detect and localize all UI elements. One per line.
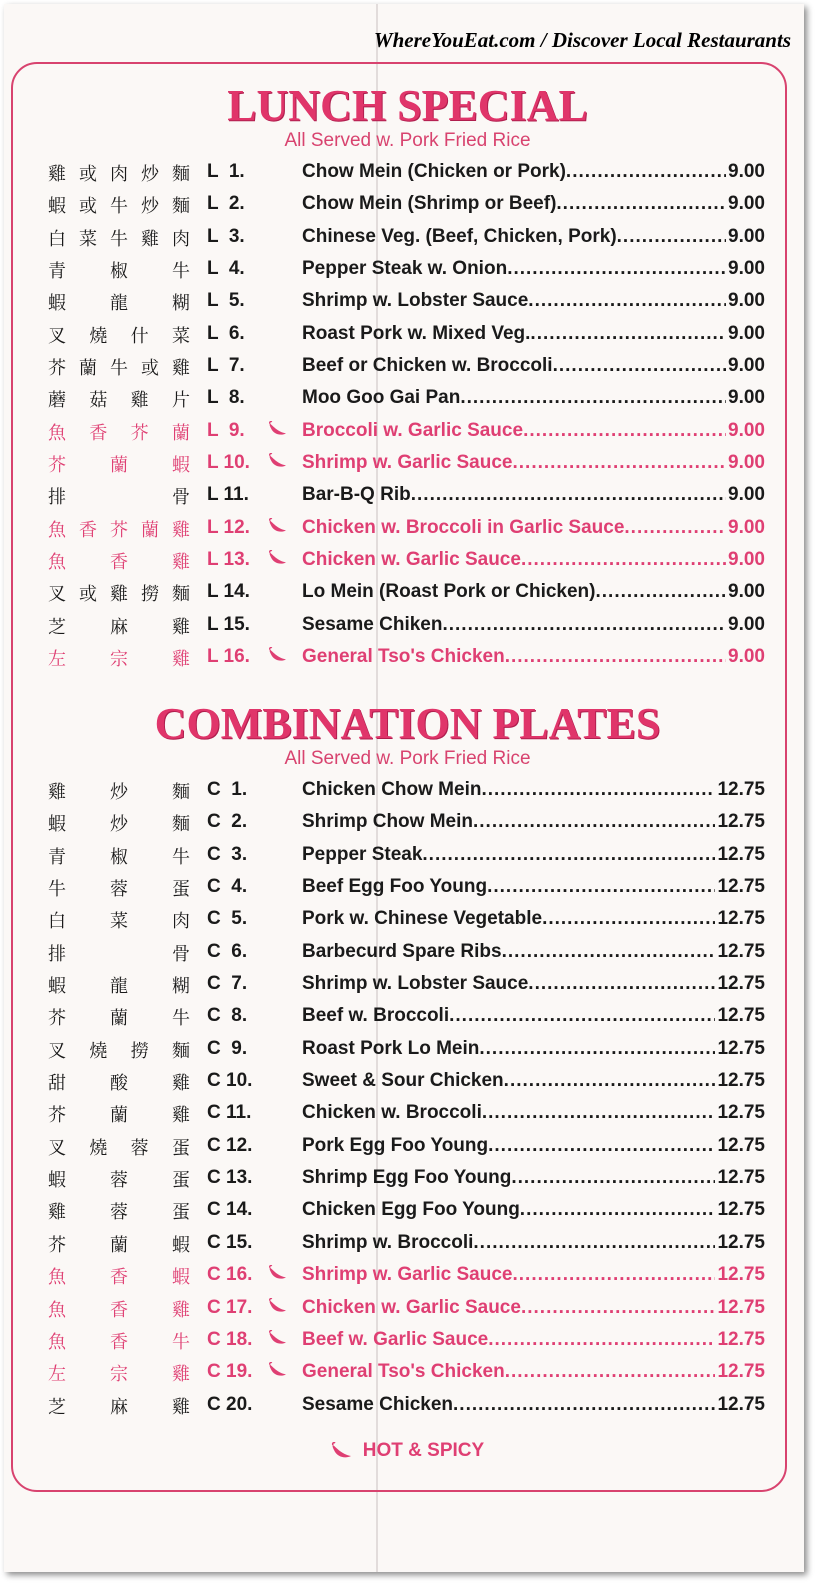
dot-leader — [422, 844, 715, 866]
menu-item-row — [0, 839, 815, 871]
item-price: 9.00 — [728, 322, 765, 344]
chinese-name: 芥 蘭 蝦 — [48, 455, 190, 477]
item-price: 12.75 — [717, 908, 765, 930]
item-name: Chow Mein (Chicken or Pork) — [302, 161, 566, 182]
dot-leader — [504, 1070, 716, 1092]
item-price: 9.00 — [728, 290, 765, 312]
item-name: Beef or Chicken w. Broccoli — [302, 355, 553, 377]
item-name: Shrimp w. Garlic Sauce — [302, 452, 513, 474]
dot-leader — [528, 290, 726, 312]
menu-item-row — [0, 1324, 815, 1356]
item-name: Beef w. Garlic Sauce — [302, 1328, 489, 1350]
chinese-name: 魚 香 雞 — [48, 552, 190, 574]
dot-leader — [487, 876, 715, 898]
item-line — [302, 1102, 765, 1124]
item-line — [302, 581, 765, 603]
dot-leader — [511, 1167, 715, 1189]
menu-item-row — [0, 382, 815, 414]
menu-item-row — [0, 544, 815, 576]
chinese-name: 芥 蘭 雞 — [48, 1105, 190, 1127]
chili-pepper-icon — [268, 1362, 288, 1378]
dot-leader — [521, 549, 726, 571]
chinese-name: 魚 香 雞 — [48, 1299, 190, 1321]
item-code: L 5. — [207, 290, 245, 312]
item-name: Shrimp w. Lobster Sauce — [302, 973, 529, 995]
item-line — [302, 1199, 765, 1221]
dot-leader — [512, 452, 726, 474]
dot-leader — [482, 1102, 716, 1124]
menu-item-row — [0, 968, 815, 1000]
item-name: Bar-B-Q Rib — [302, 484, 411, 506]
item-code: C 6. — [207, 940, 248, 962]
menu-item-row — [0, 318, 815, 350]
item-price: 12.75 — [717, 1231, 765, 1253]
item-line — [302, 844, 765, 866]
dot-leader — [479, 1038, 715, 1060]
dot-leader — [553, 355, 726, 377]
chinese-name: 魚 香 蝦 — [48, 1267, 190, 1289]
item-price: 9.00 — [728, 549, 765, 571]
item-name: Pork Egg Foo Young — [302, 1134, 489, 1156]
chinese-name: 牛 蓉 蛋 — [48, 879, 190, 901]
menu-item-row — [0, 1292, 815, 1324]
item-name: Broccoli w. Garlic Sauce — [302, 419, 524, 441]
chinese-name: 芥 蘭 牛 — [48, 1008, 190, 1030]
item-line — [302, 1394, 765, 1416]
item-price: 12.75 — [717, 1296, 765, 1318]
item-line — [302, 193, 765, 215]
item-line — [302, 646, 765, 668]
item-name: Roast Pork w. Mixed Veg. — [302, 322, 531, 344]
menu-item-row — [0, 1033, 815, 1065]
chili-pepper-icon — [268, 550, 288, 566]
item-line — [302, 323, 765, 345]
item-name: Barbecurd Spare Ribs — [302, 940, 502, 962]
dot-leader — [566, 161, 726, 183]
chinese-name: 雞 蓉 蛋 — [48, 1202, 190, 1224]
item-name: Chicken Chow Mein — [302, 779, 482, 800]
item-line — [302, 1005, 765, 1027]
item-price: 9.00 — [728, 161, 765, 182]
item-name: Shrimp Chow Mein — [302, 811, 473, 833]
item-code: C 9. — [207, 1037, 248, 1059]
item-name: Pepper Steak w. Onion — [302, 258, 508, 280]
dot-leader — [520, 1199, 716, 1221]
dot-leader — [521, 1297, 716, 1319]
item-name: General Tso's Chicken — [302, 1361, 505, 1383]
menu-item-row — [0, 1227, 815, 1259]
item-price: 9.00 — [728, 419, 765, 441]
chinese-name: 青 椒 牛 — [48, 261, 190, 283]
item-name: General Tso's Chicken — [302, 646, 505, 668]
item-line — [302, 226, 765, 248]
item-name: Shrimp Egg Foo Young — [302, 1167, 512, 1189]
dot-leader — [488, 1329, 715, 1351]
item-code: C 16. — [207, 1264, 253, 1286]
item-price: 12.75 — [717, 973, 765, 995]
item-name: Chicken w. Garlic Sauce — [302, 1296, 521, 1318]
item-code: C 8. — [207, 1005, 248, 1027]
item-code: C 3. — [207, 843, 248, 865]
menu-item-row — [0, 350, 815, 382]
item-code: L 12. — [207, 516, 250, 538]
menu-item-row — [0, 1259, 815, 1291]
chili-pepper-icon — [331, 1442, 353, 1460]
item-name: Lo Mein (Roast Pork or Chicken) — [302, 581, 596, 603]
item-line — [302, 1297, 765, 1319]
item-code: L 9. — [207, 419, 245, 441]
item-code: C 10. — [207, 1070, 253, 1092]
chinese-name: 魚 香 芥 蘭 雞 — [48, 519, 190, 541]
item-code: C 12. — [207, 1134, 253, 1156]
chinese-name: 叉 燒 什 菜 — [48, 325, 190, 347]
item-price: 9.00 — [728, 387, 765, 409]
item-price: 12.75 — [717, 1328, 765, 1350]
item-price: 12.75 — [717, 1037, 765, 1059]
item-line — [302, 1135, 765, 1157]
chinese-name: 雞 炒 麵 — [48, 782, 190, 803]
dot-leader — [488, 1135, 715, 1157]
item-code: C 20. — [207, 1393, 253, 1415]
menu-item-row — [0, 1194, 815, 1226]
chinese-name: 白 菜 肉 — [48, 911, 190, 933]
item-price: 12.75 — [717, 1070, 765, 1092]
item-code: L 7. — [207, 355, 245, 377]
item-price: 9.00 — [728, 258, 765, 280]
item-line — [302, 161, 765, 183]
item-name: Chicken w. Garlic Sauce — [302, 549, 521, 571]
chinese-name: 芝 麻 雞 — [48, 1396, 190, 1418]
chinese-name: 蝦 龍 糊 — [48, 976, 190, 998]
combination-plates-subtitle: All Served w. Pork Fried Rice — [284, 748, 531, 769]
dot-leader — [442, 614, 726, 636]
item-line — [302, 779, 765, 801]
item-code: C 19. — [207, 1361, 253, 1383]
dot-leader — [528, 973, 715, 995]
lunch-special-subtitle: All Served w. Pork Fried Rice — [284, 130, 531, 151]
lunch-special-list — [0, 156, 815, 674]
combination-plates-list — [0, 774, 815, 1421]
chinese-name: 青 椒 牛 — [48, 846, 190, 868]
item-price: 12.75 — [717, 1264, 765, 1286]
dot-leader — [542, 908, 715, 930]
item-name: Roast Pork Lo Mein — [302, 1037, 480, 1059]
combination-plates-title: COMBINATION PLATES — [154, 699, 661, 748]
dot-leader — [617, 226, 726, 248]
dot-leader — [512, 1264, 715, 1286]
dot-leader — [523, 420, 726, 442]
chili-pepper-icon — [268, 421, 288, 437]
chili-pepper-icon — [268, 1265, 288, 1281]
menu-item-row — [0, 1065, 815, 1097]
item-code: C 5. — [207, 908, 248, 930]
item-name: Chicken w. Broccoli — [302, 1102, 482, 1124]
menu-item-row — [0, 1000, 815, 1032]
item-line — [302, 1232, 765, 1254]
chinese-name: 蝦 或 牛 炒 麵 — [48, 196, 190, 218]
item-code: C 4. — [207, 876, 248, 898]
chinese-name: 左 宗 雞 — [48, 1364, 190, 1386]
item-code: L 14. — [207, 581, 250, 603]
chinese-name: 芝 麻 雞 — [48, 616, 190, 638]
item-line — [302, 811, 765, 833]
dot-leader — [473, 811, 715, 833]
item-price: 9.00 — [728, 225, 765, 247]
dot-leader — [453, 1394, 715, 1416]
item-name: Beef Egg Foo Young — [302, 876, 488, 898]
item-code: C 2. — [207, 811, 248, 833]
chili-pepper-icon — [268, 1298, 288, 1314]
item-line — [302, 355, 765, 377]
item-code: C 11. — [207, 1102, 252, 1124]
lunch-special-title: LUNCH SPECIAL — [227, 81, 588, 130]
item-line — [302, 1167, 765, 1189]
chinese-name: 魚 香 芥 蘭 — [48, 422, 190, 444]
menu-item-row — [0, 188, 815, 220]
chinese-name: 左 宗 雞 — [48, 649, 190, 671]
item-line — [302, 517, 765, 539]
chinese-name: 叉 燒 蓉 蛋 — [48, 1137, 190, 1159]
chinese-name: 叉 燒 撈 麵 — [48, 1040, 190, 1062]
dot-leader — [507, 258, 726, 280]
item-code: C 14. — [207, 1199, 253, 1221]
chinese-name: 蘑 菇 雞 片 — [48, 390, 190, 412]
menu-item-row — [0, 936, 815, 968]
item-code: L 8. — [207, 387, 245, 409]
item-code: L 3. — [207, 225, 245, 247]
menu-item-row — [0, 447, 815, 479]
chinese-name: 芥 蘭 牛 或 雞 — [48, 358, 190, 380]
dot-leader — [530, 323, 726, 345]
item-line — [302, 452, 765, 474]
dot-leader — [556, 193, 726, 215]
item-line — [302, 258, 765, 280]
item-line — [302, 420, 765, 442]
item-price: 12.75 — [717, 811, 765, 833]
item-code: L 1. — [207, 161, 245, 182]
chinese-name: 白 菜 牛 雞 肉 — [48, 228, 190, 250]
site-watermark: WhereYouEat.com / Discover Local Restaurants — [373, 28, 791, 52]
item-code: C 18. — [207, 1328, 253, 1350]
dot-leader — [624, 517, 726, 539]
chili-pepper-icon — [268, 1330, 288, 1346]
item-name: Sweet & Sour Chicken — [302, 1070, 504, 1092]
menu-item-row — [0, 285, 815, 317]
dot-leader — [502, 941, 716, 963]
dot-leader — [473, 1232, 715, 1254]
item-name: Moo Goo Gai Pan — [302, 387, 461, 409]
item-line — [302, 387, 765, 409]
item-name: Chicken Egg Foo Young — [302, 1199, 520, 1221]
item-code: C 13. — [207, 1167, 253, 1189]
item-price: 12.75 — [717, 779, 765, 800]
item-price: 12.75 — [717, 940, 765, 962]
item-line — [302, 1070, 765, 1092]
dot-leader — [460, 387, 726, 409]
item-line — [302, 876, 765, 898]
chinese-name: 蝦 炒 麵 — [48, 814, 190, 836]
menu-item-row — [0, 156, 815, 188]
item-code: C 15. — [207, 1231, 253, 1253]
dot-leader — [505, 1361, 716, 1383]
item-code: C 1. — [207, 779, 248, 800]
item-code: L 4. — [207, 258, 245, 280]
item-price: 12.75 — [717, 1361, 765, 1383]
item-name: Sesame Chiken — [302, 613, 443, 635]
item-price: 9.00 — [728, 452, 765, 474]
item-price: 9.00 — [728, 646, 765, 668]
menu-item-row — [0, 609, 815, 641]
item-price: 12.75 — [717, 1393, 765, 1415]
item-code: L 13. — [207, 549, 250, 571]
chili-pepper-icon — [268, 453, 288, 469]
menu-item-row — [0, 774, 815, 806]
item-line — [302, 1361, 765, 1383]
menu-item-row — [0, 253, 815, 285]
item-name: Shrimp w. Garlic Sauce — [302, 1264, 513, 1286]
item-name: Pepper Steak — [302, 843, 423, 865]
dot-leader — [595, 581, 726, 603]
item-line — [302, 614, 765, 636]
item-price: 12.75 — [717, 1005, 765, 1027]
item-code: L 11. — [207, 484, 249, 506]
menu-item-row — [0, 576, 815, 608]
item-name: Shrimp w. Lobster Sauce — [302, 290, 529, 312]
dot-leader — [449, 1005, 715, 1027]
item-price: 9.00 — [728, 193, 765, 215]
chinese-name: 蝦 蓉 蛋 — [48, 1170, 190, 1192]
menu-item-row — [0, 1130, 815, 1162]
menu-item-row — [0, 806, 815, 838]
menu-item-row — [0, 641, 815, 673]
menu-item-row — [0, 903, 815, 935]
menu-item-row — [0, 1356, 815, 1388]
item-code: L 2. — [207, 193, 245, 215]
chili-pepper-icon — [268, 647, 288, 663]
item-line — [302, 908, 765, 930]
item-price: 9.00 — [728, 581, 765, 603]
menu-item-row — [0, 479, 815, 511]
dot-leader — [481, 779, 715, 801]
chinese-name: 芥 蘭 蝦 — [48, 1234, 190, 1256]
item-line — [302, 1329, 765, 1351]
item-name: Chow Mein (Shrimp or Beef) — [302, 193, 557, 215]
item-code: C 17. — [207, 1296, 253, 1318]
item-line — [302, 1038, 765, 1060]
menu-item-row — [0, 871, 815, 903]
chinese-name: 雞 或 肉 炒 麵 — [48, 164, 190, 185]
item-price: 12.75 — [717, 1167, 765, 1189]
chinese-name: 排 骨 — [48, 487, 190, 509]
item-line — [302, 941, 765, 963]
chinese-name: 甜 酸 雞 — [48, 1073, 190, 1095]
item-price: 9.00 — [728, 484, 765, 506]
dot-leader — [411, 484, 726, 506]
item-name: Beef w. Broccoli — [302, 1005, 450, 1027]
chinese-name: 魚 香 牛 — [48, 1331, 190, 1353]
item-code: L 10. — [207, 452, 250, 474]
item-line — [302, 484, 765, 506]
menu-item-row — [0, 512, 815, 544]
item-price: 12.75 — [717, 1102, 765, 1124]
menu-item-row — [0, 415, 815, 447]
item-price: 9.00 — [728, 516, 765, 538]
hot-spicy-legend — [0, 1440, 815, 1462]
hot-spicy-label: HOT & SPICY — [362, 1440, 485, 1461]
item-price: 12.75 — [717, 876, 765, 898]
item-name: Chicken w. Broccoli in Garlic Sauce — [302, 516, 625, 538]
item-line — [302, 549, 765, 571]
item-code: L 15. — [207, 613, 250, 635]
item-price: 12.75 — [717, 1199, 765, 1221]
chili-pepper-icon — [268, 518, 288, 534]
menu-item-row — [0, 1097, 815, 1129]
chinese-name: 叉 或 雞 撈 麵 — [48, 584, 190, 606]
menu-item-row — [0, 221, 815, 253]
item-price: 12.75 — [717, 843, 765, 865]
item-price: 12.75 — [717, 1134, 765, 1156]
item-name: Shrimp w. Broccoli — [302, 1231, 474, 1253]
item-code: L 16. — [207, 646, 250, 668]
item-code: C 7. — [207, 973, 248, 995]
dot-leader — [505, 646, 726, 668]
item-line — [302, 290, 765, 312]
chinese-name: 排 骨 — [48, 943, 190, 965]
menu-item-row — [0, 1162, 815, 1194]
item-code: L 6. — [207, 322, 245, 344]
item-price: 9.00 — [728, 613, 765, 635]
item-name: Chinese Veg. (Beef, Chicken, Pork) — [302, 225, 617, 247]
menu-item-row — [0, 1389, 815, 1421]
item-name: Sesame Chicken — [302, 1393, 454, 1415]
item-name: Pork w. Chinese Vegetable — [302, 908, 543, 930]
item-line — [302, 973, 765, 995]
chinese-name: 蝦 龍 糊 — [48, 293, 190, 315]
item-price: 9.00 — [728, 355, 765, 377]
item-line — [302, 1264, 765, 1286]
